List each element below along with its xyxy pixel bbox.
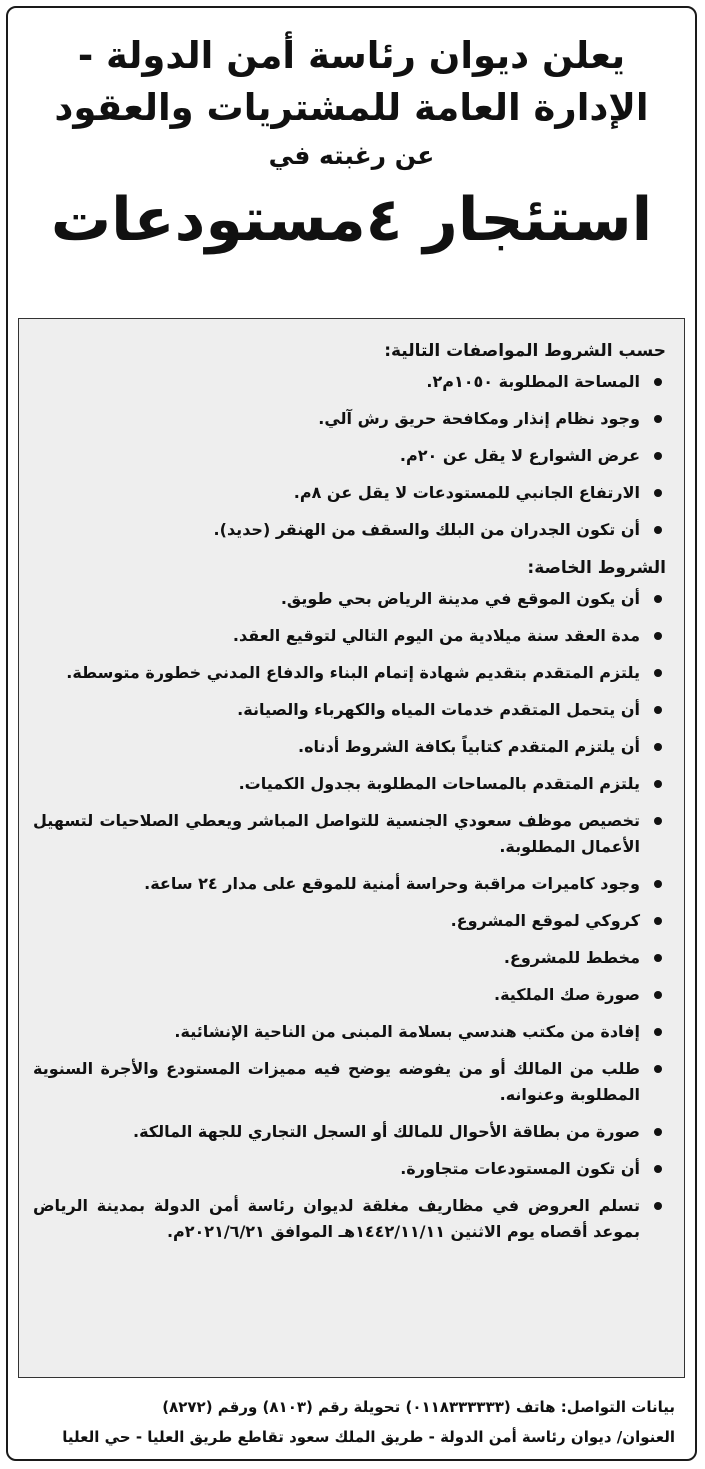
bullet-icon	[654, 632, 662, 640]
bullet-icon	[654, 817, 662, 825]
list-item: يلتزم المتقدم بتقديم شهادة إتمام البناء والدفاع المدني خطورة متوسطة.	[33, 660, 666, 686]
list-item: أن تكون المستودعات متجاورة.	[33, 1156, 666, 1182]
list-item: وجود كاميرات مراقبة وحراسة أمنية للموقع على مدار ٢٤ ساعة.	[33, 871, 666, 897]
headline-line-2: الإدارة العامة للمشتريات والعقود	[54, 86, 649, 129]
list-item: طلب من المالك أو من يفوضه يوضح فيه مميزات المستودع والأجرة السنوية المطلوبة وعنوانه.	[33, 1056, 666, 1108]
bullet-icon	[654, 1065, 662, 1073]
headline-line-1: يعلن ديوان رئاسة أمن الدولة -	[77, 34, 626, 77]
contact-footer	[18, 1392, 685, 1452]
headline-line-3: عن رغبته في	[268, 141, 435, 170]
list-item: الارتفاع الجانبي للمستودعات لا يقل عن ٨م.	[33, 480, 666, 506]
bullet-icon	[654, 1028, 662, 1036]
headline-main: استئجار ٤مستودعات	[50, 185, 653, 255]
list-item: أن تكون الجدران من البلك والسقف من الهنقر (حديد).	[33, 517, 666, 543]
special-list	[33, 586, 666, 1245]
announcement-header	[8, 8, 695, 260]
conditions-box	[18, 318, 685, 1378]
bullet-icon	[654, 991, 662, 999]
list-item: يلتزم المتقدم بالمساحات المطلوبة بجدول الكميات.	[33, 771, 666, 797]
list-item: تسلم العروض في مظاريف مغلقة لديوان رئاسة أمن الدولة بمدينة الرياض بموعد أقصاه يوم الاثنين ١٤٤٢/١١/١١هـ الموافق ٢٠٢١/٦/٢١م.	[33, 1193, 666, 1245]
bullet-icon	[654, 378, 662, 386]
bullet-icon	[654, 743, 662, 751]
address-details: العنوان/ ديوان رئاسة أمن الدولة - طريق الملك سعود تقاطع طريق العليا - حي العليا	[62, 1428, 675, 1446]
bullet-icon	[654, 452, 662, 460]
bullet-icon	[654, 669, 662, 677]
bullet-icon	[654, 489, 662, 497]
list-item: إفادة من مكتب هندسي بسلامة المبنى من الناحية الإنشائية.	[33, 1019, 666, 1045]
specs-title: حسب الشروط المواصفات التالية:	[384, 341, 666, 361]
bullet-icon	[654, 415, 662, 423]
bullet-icon	[654, 954, 662, 962]
list-item: تخصيص موظف سعودي الجنسية للتواصل المباشر ويعطي الصلاحيات لتسهيل الأعمال المطلوبة.	[33, 808, 666, 860]
specs-list	[33, 369, 666, 543]
special-title: الشروط الخاصة:	[527, 558, 666, 578]
contact-details: بيانات التواصل: هاتف (٠١١٨٣٣٣٣٣٣) تحويلة رقم (٨١٠٣) ورقم (٨٢٧٢)	[162, 1398, 675, 1416]
list-item: مخطط للمشروع.	[33, 945, 666, 971]
bullet-icon	[654, 706, 662, 714]
bullet-icon	[654, 780, 662, 788]
list-item: مدة العقد سنة ميلادية من اليوم التالي لتوقيع العقد.	[33, 623, 666, 649]
announcement-frame	[6, 6, 697, 1461]
list-item: أن يكون الموقع في مدينة الرياض بحي طويق.	[33, 586, 666, 612]
list-item: صورة من بطاقة الأحوال للمالك أو السجل التجاري للجهة المالكة.	[33, 1119, 666, 1145]
bullet-icon	[654, 1128, 662, 1136]
list-item: عرض الشوارع لا يقل عن ٢٠م.	[33, 443, 666, 469]
bullet-icon	[654, 880, 662, 888]
bullet-icon	[654, 1202, 662, 1210]
list-item: صورة صك الملكية.	[33, 982, 666, 1008]
bullet-icon	[654, 526, 662, 534]
list-item: أن يلتزم المتقدم كتابياً بكافة الشروط أدناه.	[33, 734, 666, 760]
list-item: وجود نظام إنذار ومكافحة حريق رش آلي.	[33, 406, 666, 432]
bullet-icon	[654, 917, 662, 925]
list-item: أن يتحمل المتقدم خدمات المياه والكهرباء والصيانة.	[33, 697, 666, 723]
list-item: المساحة المطلوبة ١٠٥٠م٢.	[33, 369, 666, 395]
bullet-icon	[654, 1165, 662, 1173]
bullet-icon	[654, 595, 662, 603]
list-item: كروكي لموقع المشروع.	[33, 908, 666, 934]
